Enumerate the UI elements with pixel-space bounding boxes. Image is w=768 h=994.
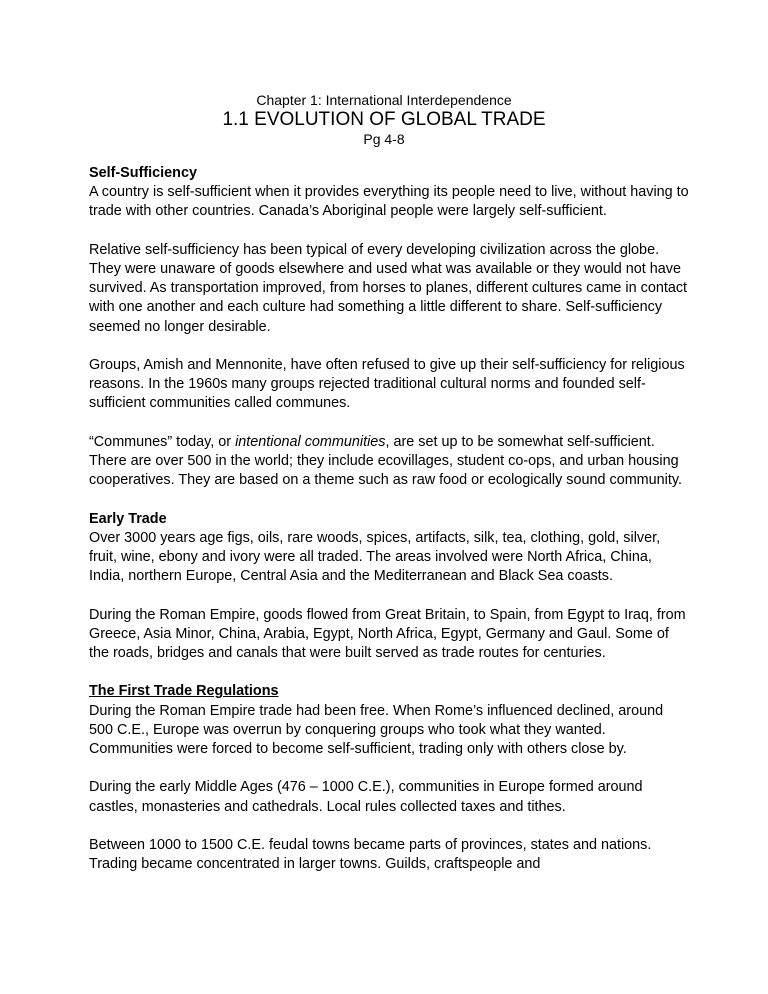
- paragraph: During the early Middle Ages (476 – 1000 C.E.), communities in Europe formed around castles, monasteries and cathedrals. Local rules collected taxes and tithes.: [89, 779, 643, 815]
- section-self-sufficiency: [89, 164, 689, 490]
- paragraph-text: , are set up to be somewhat self-sufficient. There are over 500 in the world; they include ecovillages, student co-ops, and urban housing cooperatives. They are based on a theme such as raw food or ecologically sound community.: [89, 433, 683, 489]
- paragraph: A country is self-sufficient when it provides everything its people need to live, without having to trade with other countries. Canada’s Aboriginal people were largely self-sufficient.: [89, 184, 689, 220]
- paragraph: Relative self-sufficiency has been typical of every developing civilization across the globe. They were unaware of goods elsewhere and used what was available or they would not have survived. As transportation improved, from horses to planes, different cultures came in contact with one another and each culture had something a little different to share. Self-sufficiency seemed no longer desirable.: [89, 241, 688, 335]
- section-early-trade: [89, 510, 689, 664]
- paragraph: Between 1000 to 1500 C.E. feudal towns became parts of provinces, states and nations. Trading became concentrated in larger towns. Guilds, craftspeople and: [89, 836, 652, 873]
- paragraph: Over 3000 years age figs, oils, rare woods, spices, artifacts, silk, tea, clothing, gold, silver, fruit, wine, ebony and ivory were all traded. The areas involved were North Africa, China, India, northern Europe, Central Asia and the Mediterranean and Black Sea coasts.: [89, 529, 661, 585]
- paragraph: [89, 433, 689, 491]
- page-reference: Pg 4-8: [363, 131, 405, 147]
- paragraph: During the Roman Empire trade had been free. When Rome’s influenced declined, around 500 C.E., Europe was overrun by conquering groups who took what they wanted. Communities were forced to become self-sufficient, trading only with others close by.: [89, 702, 664, 757]
- section-heading-first-trade-regulations: The First Trade Regulations: [89, 683, 279, 700]
- paragraph: Groups, Amish and Mennonite, have often refused to give up their self-sufficiency for religious reasons. In the 1960s many groups rejected traditional cultural norms and founded self-sufficient communities called communes.: [89, 357, 685, 412]
- document-body: [89, 164, 689, 894]
- section-heading-self-sufficiency: Self-Sufficiency: [89, 165, 197, 181]
- emphasis-term: intentional communities: [235, 433, 386, 450]
- section-heading-early-trade: Early Trade: [89, 510, 167, 527]
- page-header: [0, 92, 768, 148]
- page-title: 1.1 EVOLUTION OF GLOBAL TRADE: [222, 109, 546, 130]
- section-first-trade-regulations: [89, 682, 689, 874]
- chapter-title: Chapter 1: International Interdependence: [256, 92, 512, 108]
- paragraph-text: “Communes” today, or: [89, 433, 236, 450]
- paragraph: During the Roman Empire, goods flowed from Great Britain, to Spain, from Egypt to Iraq, from Greece, Asia Minor, China, Arabia, Egypt, North Africa, Egypt, Germany and Gaul. Some of the roads, bridges and canals that were built served as trade routes for centuries.: [89, 606, 686, 661]
